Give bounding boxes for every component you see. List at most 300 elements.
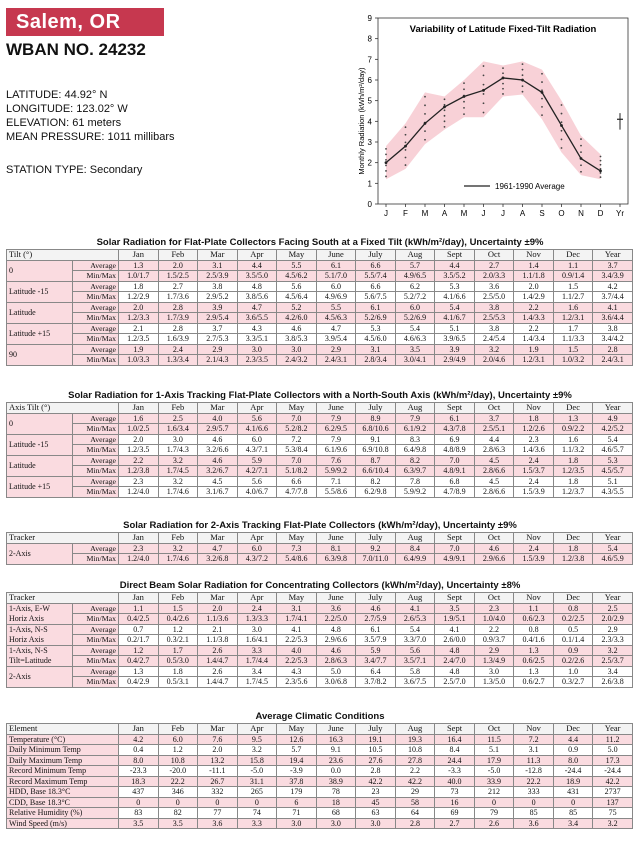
minmax-cell: 0.3/2.1 bbox=[158, 635, 198, 646]
month-header: Apr bbox=[237, 403, 277, 414]
minmax-cell: 2.6/3.8 bbox=[593, 677, 633, 688]
climate-cell: 2.2 bbox=[395, 766, 435, 777]
table-row bbox=[7, 292, 633, 303]
avg-cell: 1.2 bbox=[158, 624, 198, 635]
avg-cell: 3.2 bbox=[158, 476, 198, 487]
minmax-cell: 2.9/6.6 bbox=[316, 635, 356, 646]
minmax-cell: 1.0/2.5 bbox=[119, 424, 159, 435]
row-label-line1: 2-Axis bbox=[9, 671, 31, 681]
stat-label-minmax: Min/Max bbox=[73, 355, 119, 366]
station-name-banner: Salem, OR bbox=[6, 8, 164, 36]
avg-cell: 3.6 bbox=[474, 281, 514, 292]
average-point bbox=[599, 170, 602, 173]
row-label-line2: Horiz Axis bbox=[9, 613, 44, 623]
climate-cell: -5.0 bbox=[474, 766, 514, 777]
year-dot bbox=[405, 164, 407, 166]
minmax-cell: 3.5/5.2 bbox=[435, 271, 475, 282]
year-dot bbox=[522, 85, 524, 87]
x-tick-label: S bbox=[539, 209, 545, 218]
avg-cell: 5.3 bbox=[356, 323, 396, 334]
climate-cell: 23 bbox=[356, 787, 396, 798]
climate-row bbox=[7, 766, 633, 777]
avg-cell: 5.9 bbox=[237, 455, 277, 466]
month-header: Dec bbox=[553, 250, 593, 261]
minmax-cell: 7.0/11.0 bbox=[356, 554, 396, 565]
minmax-cell: 0.6/2.5 bbox=[514, 656, 554, 667]
year-dot bbox=[580, 145, 582, 147]
year-dot bbox=[385, 170, 387, 172]
row-label: Latitude +15 bbox=[7, 323, 73, 344]
minmax-cell: 3.4/7.7 bbox=[356, 656, 396, 667]
avg-cell: 2.8 bbox=[158, 323, 198, 334]
avg-cell: 1.1 bbox=[119, 603, 159, 614]
minmax-cell: 2.2/5.3 bbox=[277, 635, 317, 646]
minmax-cell: 5.2/6.9 bbox=[395, 313, 435, 324]
minmax-cell: 0.4/2.5 bbox=[119, 614, 159, 625]
climate-cell: 19.4 bbox=[277, 755, 317, 766]
avg-cell: 8.9 bbox=[356, 413, 396, 424]
climate-cell: 8.0 bbox=[119, 755, 159, 766]
avg-cell: 2.8 bbox=[158, 302, 198, 313]
minmax-cell: 6.2/9.5 bbox=[316, 424, 356, 435]
minmax-cell: 4.3/7.8 bbox=[435, 424, 475, 435]
avg-cell: 1.4 bbox=[514, 260, 554, 271]
avg-cell: 6.8 bbox=[435, 476, 475, 487]
climate-cell: 3.5 bbox=[158, 818, 198, 829]
avg-cell: 3.2 bbox=[158, 543, 198, 554]
minmax-cell: 4.2/7.1 bbox=[237, 466, 277, 477]
year-dot bbox=[483, 84, 485, 86]
average-point bbox=[424, 122, 427, 125]
avg-cell: 4.1 bbox=[593, 302, 633, 313]
minmax-cell: 4.8/8.9 bbox=[435, 445, 475, 456]
minmax-cell: 4.9/6.9 bbox=[316, 292, 356, 303]
climate-cell: 8.4 bbox=[435, 745, 475, 756]
minmax-cell: 2.4/3.2 bbox=[277, 355, 317, 366]
climate-cell: 265 bbox=[237, 787, 277, 798]
minmax-cell: 6.4/9.8 bbox=[395, 445, 435, 456]
avg-cell: 2.9 bbox=[198, 344, 238, 355]
minmax-cell: 3.6/4.4 bbox=[593, 313, 633, 324]
climate-cell: 212 bbox=[474, 787, 514, 798]
row-label: Latitude bbox=[7, 455, 73, 476]
avg-cell: 2.4 bbox=[514, 543, 554, 554]
row-label-line1: 1-Axis, N-S bbox=[9, 625, 48, 634]
year-dot bbox=[600, 160, 602, 162]
avg-cell: 2.0 bbox=[119, 302, 159, 313]
avg-cell: 5.2 bbox=[277, 302, 317, 313]
climate-row bbox=[7, 787, 633, 798]
avg-cell: 3.1 bbox=[277, 603, 317, 614]
year-dot bbox=[444, 115, 446, 117]
avg-cell: 5.8 bbox=[395, 666, 435, 677]
header-row bbox=[7, 593, 633, 604]
avg-cell: 5.4 bbox=[395, 323, 435, 334]
row-label: 0 bbox=[7, 260, 73, 281]
avg-cell: 7.0 bbox=[277, 455, 317, 466]
minmax-cell: 0.9/1.4 bbox=[553, 271, 593, 282]
avg-cell: 3.8 bbox=[474, 302, 514, 313]
avg-cell: 3.0 bbox=[277, 344, 317, 355]
month-header: Jan bbox=[119, 724, 159, 735]
minmax-cell: 6.1/9.6 bbox=[316, 445, 356, 456]
avg-cell: 5.1 bbox=[593, 476, 633, 487]
minmax-cell: 2.8/6.3 bbox=[474, 445, 514, 456]
avg-cell: 1.8 bbox=[553, 476, 593, 487]
table-row bbox=[7, 424, 633, 435]
avg-cell: 4.6 bbox=[198, 434, 238, 445]
year-dot bbox=[463, 107, 465, 109]
minmax-cell: 2.9/4.9 bbox=[435, 355, 475, 366]
avg-cell: 2.1 bbox=[198, 624, 238, 635]
climate-cell: 0 bbox=[474, 797, 514, 808]
minmax-cell: 5.1/7.0 bbox=[316, 271, 356, 282]
minmax-cell: 2.7/5.9 bbox=[356, 614, 396, 625]
avg-cell: 3.2 bbox=[158, 455, 198, 466]
climate-cell: -5.0 bbox=[237, 766, 277, 777]
climate-cell: 17.3 bbox=[593, 755, 633, 766]
climate-cell: 10.8 bbox=[395, 745, 435, 756]
climate-cell: 3.0 bbox=[316, 818, 356, 829]
avg-cell: 5.3 bbox=[435, 281, 475, 292]
climate-cell: 74 bbox=[237, 808, 277, 819]
minmax-cell: 4.5/6.3 bbox=[316, 313, 356, 324]
month-header: Feb bbox=[158, 593, 198, 604]
stat-label-average: Average bbox=[73, 624, 119, 635]
climate-cell: 3.1 bbox=[514, 745, 554, 756]
month-header: May bbox=[277, 533, 317, 544]
avg-cell: 9.1 bbox=[356, 434, 396, 445]
minmax-cell: 2.7/5.3 bbox=[198, 334, 238, 345]
avg-cell: 4.8 bbox=[237, 281, 277, 292]
minmax-cell: 2.3/5.6 bbox=[277, 677, 317, 688]
avg-cell: 4.3 bbox=[237, 323, 277, 334]
average-point bbox=[580, 157, 583, 160]
table-row bbox=[7, 666, 633, 677]
year-dot bbox=[405, 149, 407, 151]
minmax-cell: 4.8/9.1 bbox=[435, 466, 475, 477]
avg-cell: 6.2 bbox=[395, 281, 435, 292]
minmax-cell: 3.0/4.1 bbox=[395, 355, 435, 366]
month-header: Aug bbox=[395, 724, 435, 735]
month-header: Apr bbox=[237, 533, 277, 544]
minmax-cell: 1.0/3.2 bbox=[553, 355, 593, 366]
minmax-cell: 0.1/1.4 bbox=[553, 635, 593, 646]
climate-cell: 33.9 bbox=[474, 776, 514, 787]
climate-cell: 13.2 bbox=[198, 755, 238, 766]
header-first: Tracker bbox=[7, 533, 119, 544]
climate-cell: 27.8 bbox=[395, 755, 435, 766]
month-header: Jan bbox=[119, 403, 159, 414]
avg-cell: 1.1 bbox=[514, 603, 554, 614]
year-dot bbox=[561, 139, 563, 141]
table-row bbox=[7, 413, 633, 424]
minmax-cell: 4.5/6.4 bbox=[277, 292, 317, 303]
climate-cell: 3.6 bbox=[514, 818, 554, 829]
climate-cell: 5.7 bbox=[277, 745, 317, 756]
stat-label-minmax: Min/Max bbox=[73, 334, 119, 345]
minmax-cell: 1.4/2.9 bbox=[514, 292, 554, 303]
table-row bbox=[7, 603, 633, 614]
month-header: Mar bbox=[198, 250, 238, 261]
climate-cell: 40.0 bbox=[435, 776, 475, 787]
climate-cell: 16.3 bbox=[316, 734, 356, 745]
stat-label-minmax: Min/Max bbox=[73, 656, 119, 667]
year-dot bbox=[502, 72, 504, 74]
avg-cell: 3.0 bbox=[237, 344, 277, 355]
avg-cell: 4.5 bbox=[474, 455, 514, 466]
climate-cell: 0 bbox=[158, 797, 198, 808]
row-label bbox=[7, 624, 73, 645]
month-header: July bbox=[356, 533, 396, 544]
avg-cell: 6.1 bbox=[435, 413, 475, 424]
climate-cell: 38.9 bbox=[316, 776, 356, 787]
year-dot bbox=[522, 74, 524, 76]
climate-cell: -11.1 bbox=[198, 766, 238, 777]
table-row bbox=[7, 302, 633, 313]
climate-cell: 19.3 bbox=[395, 734, 435, 745]
minmax-cell: 2.8/3.4 bbox=[356, 355, 396, 366]
avg-cell: 3.4 bbox=[593, 666, 633, 677]
avg-cell: 7.0 bbox=[435, 543, 475, 554]
climate-cell: 31.1 bbox=[237, 776, 277, 787]
avg-cell: 3.5 bbox=[435, 603, 475, 614]
climate-row bbox=[7, 776, 633, 787]
avg-cell: 3.7 bbox=[593, 260, 633, 271]
climate-cell: 2.8 bbox=[356, 766, 396, 777]
avg-cell: 7.9 bbox=[316, 434, 356, 445]
year-dot bbox=[600, 168, 602, 170]
climate-cell: 85 bbox=[514, 808, 554, 819]
y-tick-label: 1 bbox=[367, 179, 372, 189]
pressure-text: MEAN PRESSURE: 1011 millibars bbox=[6, 131, 175, 143]
month-header: Sept bbox=[435, 403, 475, 414]
avg-cell: 5.4 bbox=[435, 302, 475, 313]
month-header: July bbox=[356, 250, 396, 261]
row-label: 2-Axis bbox=[7, 543, 73, 564]
avg-cell: 2.0 bbox=[119, 434, 159, 445]
year-dot bbox=[483, 102, 485, 104]
climate-label: Daily Maximum Temp bbox=[7, 755, 119, 766]
minmax-cell: 2.9/5.2 bbox=[198, 292, 238, 303]
avg-cell: 7.3 bbox=[277, 543, 317, 554]
row-label: Latitude -15 bbox=[7, 434, 73, 455]
year-dot bbox=[385, 148, 387, 150]
climate-cell: 18.9 bbox=[553, 776, 593, 787]
avg-cell: 4.4 bbox=[237, 260, 277, 271]
minmax-cell: 0.4/2.9 bbox=[119, 677, 159, 688]
minmax-cell: 1.5/3.7 bbox=[514, 466, 554, 477]
minmax-cell: 3.1/6.7 bbox=[198, 487, 238, 498]
climate-row bbox=[7, 818, 633, 829]
avg-cell: 9.2 bbox=[356, 543, 396, 554]
climate-cell: -24.4 bbox=[553, 766, 593, 777]
month-header: Sept bbox=[435, 533, 475, 544]
year-dot bbox=[502, 67, 504, 69]
climate-cell: 2737 bbox=[593, 787, 633, 798]
minmax-cell: 1.2/2.9 bbox=[119, 292, 159, 303]
stat-label-minmax: Min/Max bbox=[73, 635, 119, 646]
avg-cell: 5.3 bbox=[593, 455, 633, 466]
minmax-cell: 0.3/2.7 bbox=[553, 677, 593, 688]
avg-cell: 1.9 bbox=[119, 344, 159, 355]
climate-cell: 8.0 bbox=[553, 755, 593, 766]
month-header: Nov bbox=[514, 724, 554, 735]
climate-cell: 5.1 bbox=[474, 745, 514, 756]
avg-cell: 8.2 bbox=[356, 476, 396, 487]
row-label bbox=[7, 666, 73, 687]
avg-cell: 2.9 bbox=[593, 624, 633, 635]
month-header: Sept bbox=[435, 593, 475, 604]
minmax-cell: 1.1/3.8 bbox=[198, 635, 238, 646]
stat-label-minmax: Min/Max bbox=[73, 292, 119, 303]
climate-cell: -20.0 bbox=[158, 766, 198, 777]
minmax-cell: 3.0/6.8 bbox=[316, 677, 356, 688]
header-first: Axis Tilt (°) bbox=[7, 403, 119, 414]
avg-cell: 2.2 bbox=[514, 323, 554, 334]
avg-cell: 4.5 bbox=[474, 476, 514, 487]
variability-chart bbox=[352, 8, 636, 228]
avg-cell: 2.4 bbox=[237, 603, 277, 614]
minmax-cell: 4.6/5.9 bbox=[593, 554, 633, 565]
year-dot bbox=[600, 156, 602, 158]
minmax-cell: 1.6/4.1 bbox=[237, 635, 277, 646]
climate-cell: 3.4 bbox=[553, 818, 593, 829]
year-dot bbox=[541, 98, 543, 100]
minmax-cell: 1.2/2.6 bbox=[514, 424, 554, 435]
minmax-cell: 1.1/2.7 bbox=[553, 292, 593, 303]
row-label: Latitude bbox=[7, 302, 73, 323]
avg-cell: 8.3 bbox=[395, 434, 435, 445]
minmax-cell: 2.6/5.3 bbox=[395, 614, 435, 625]
climate-cell: -3.3 bbox=[435, 766, 475, 777]
avg-cell: 4.4 bbox=[435, 260, 475, 271]
avg-cell: 4.6 bbox=[316, 645, 356, 656]
minmax-cell: 2.9/5.4 bbox=[198, 313, 238, 324]
legend-label: 1961-1990 Average bbox=[495, 182, 565, 191]
row-label: 90 bbox=[7, 344, 73, 365]
minmax-cell: 0.5/3.1 bbox=[158, 677, 198, 688]
x-tick-label: M bbox=[460, 209, 468, 218]
minmax-cell: 2.9/5.7 bbox=[198, 424, 238, 435]
avg-cell: 5.0 bbox=[316, 666, 356, 677]
minmax-cell: 1.3/3.4 bbox=[158, 355, 198, 366]
avg-cell: 1.7 bbox=[158, 645, 198, 656]
avg-cell: 5.1 bbox=[435, 323, 475, 334]
month-header: Jan bbox=[119, 250, 159, 261]
month-header: Oct bbox=[474, 403, 514, 414]
avg-cell: 2.2 bbox=[514, 302, 554, 313]
avg-cell: 3.1 bbox=[198, 260, 238, 271]
minmax-cell: 5.2/7.2 bbox=[395, 292, 435, 303]
minmax-cell: 4.3/5.5 bbox=[593, 487, 633, 498]
year-dot bbox=[424, 113, 426, 115]
minmax-cell: 5.5/8.6 bbox=[316, 487, 356, 498]
avg-cell: 2.6 bbox=[198, 645, 238, 656]
table-row bbox=[7, 260, 633, 271]
climate-cell: 23.6 bbox=[316, 755, 356, 766]
climate-cell: -3.9 bbox=[277, 766, 317, 777]
month-header: June bbox=[316, 593, 356, 604]
year-dot bbox=[483, 112, 485, 114]
minmax-cell: 1.5/3.9 bbox=[514, 554, 554, 565]
avg-cell: 2.0 bbox=[158, 260, 198, 271]
climate-cell: 11.3 bbox=[514, 755, 554, 766]
avg-cell: 4.6 bbox=[277, 323, 317, 334]
row-label: Latitude -15 bbox=[7, 281, 73, 302]
year-dot bbox=[580, 171, 582, 173]
year-dot bbox=[600, 172, 602, 174]
minmax-cell: 5.2/6.9 bbox=[356, 313, 396, 324]
year-dot bbox=[444, 120, 446, 122]
avg-cell: 2.4 bbox=[158, 344, 198, 355]
minmax-cell: 5.6/7.5 bbox=[356, 292, 396, 303]
avg-cell: 5.6 bbox=[237, 413, 277, 424]
stat-label-average: Average bbox=[73, 603, 119, 614]
minmax-cell: 4.3/7.1 bbox=[237, 445, 277, 456]
average-point bbox=[385, 161, 388, 164]
climate-cell: 4.4 bbox=[553, 734, 593, 745]
y-tick-label: 9 bbox=[367, 14, 372, 23]
month-header: June bbox=[316, 403, 356, 414]
avg-cell: 2.0 bbox=[198, 603, 238, 614]
avg-cell: 1.8 bbox=[119, 281, 159, 292]
avg-cell: 6.0 bbox=[395, 302, 435, 313]
year-dot bbox=[502, 88, 504, 90]
header-first: Tilt (°) bbox=[7, 250, 119, 261]
year-dot bbox=[444, 98, 446, 100]
header-first: Tracker bbox=[7, 593, 119, 604]
minmax-cell: 0.4/2.6 bbox=[158, 614, 198, 625]
climate-label: Daily Minimum Temp bbox=[7, 745, 119, 756]
stat-label-average: Average bbox=[73, 666, 119, 677]
minmax-cell: 5.2/8.2 bbox=[277, 424, 317, 435]
climate-cell: 29 bbox=[395, 787, 435, 798]
climate-cell: 9.1 bbox=[316, 745, 356, 756]
year-dot bbox=[502, 83, 504, 85]
month-header: July bbox=[356, 593, 396, 604]
climate-cell: 22.2 bbox=[158, 776, 198, 787]
month-header: June bbox=[316, 250, 356, 261]
minmax-cell: 1.4/3.6 bbox=[514, 445, 554, 456]
one-axis-table bbox=[6, 402, 633, 498]
minmax-cell: 4.9/6.5 bbox=[395, 271, 435, 282]
minmax-cell: 3.2/6.7 bbox=[198, 466, 238, 477]
avg-cell: 8.4 bbox=[395, 543, 435, 554]
avg-cell: 7.1 bbox=[316, 476, 356, 487]
y-tick-label: 0 bbox=[367, 200, 372, 209]
month-header: Nov bbox=[514, 250, 554, 261]
avg-cell: 3.0 bbox=[158, 434, 198, 445]
x-tick-label: J bbox=[501, 209, 505, 218]
minmax-cell: 1.2/3.7 bbox=[553, 487, 593, 498]
avg-cell: 5.5 bbox=[277, 260, 317, 271]
climate-cell: 6 bbox=[277, 797, 317, 808]
minmax-cell: 4.2/6.0 bbox=[277, 313, 317, 324]
avg-cell: 3.2 bbox=[474, 344, 514, 355]
climate-cell: 12.6 bbox=[277, 734, 317, 745]
month-header: May bbox=[277, 593, 317, 604]
climate-row bbox=[7, 808, 633, 819]
month-header: Dec bbox=[553, 593, 593, 604]
month-header: Oct bbox=[474, 250, 514, 261]
x-tick-label: J bbox=[384, 209, 388, 218]
x-tick-label: F bbox=[403, 209, 408, 218]
avg-cell: 2.3 bbox=[514, 434, 554, 445]
x-tick-label: J bbox=[481, 209, 486, 218]
table-row bbox=[7, 487, 633, 498]
stat-label-average: Average bbox=[73, 434, 119, 445]
